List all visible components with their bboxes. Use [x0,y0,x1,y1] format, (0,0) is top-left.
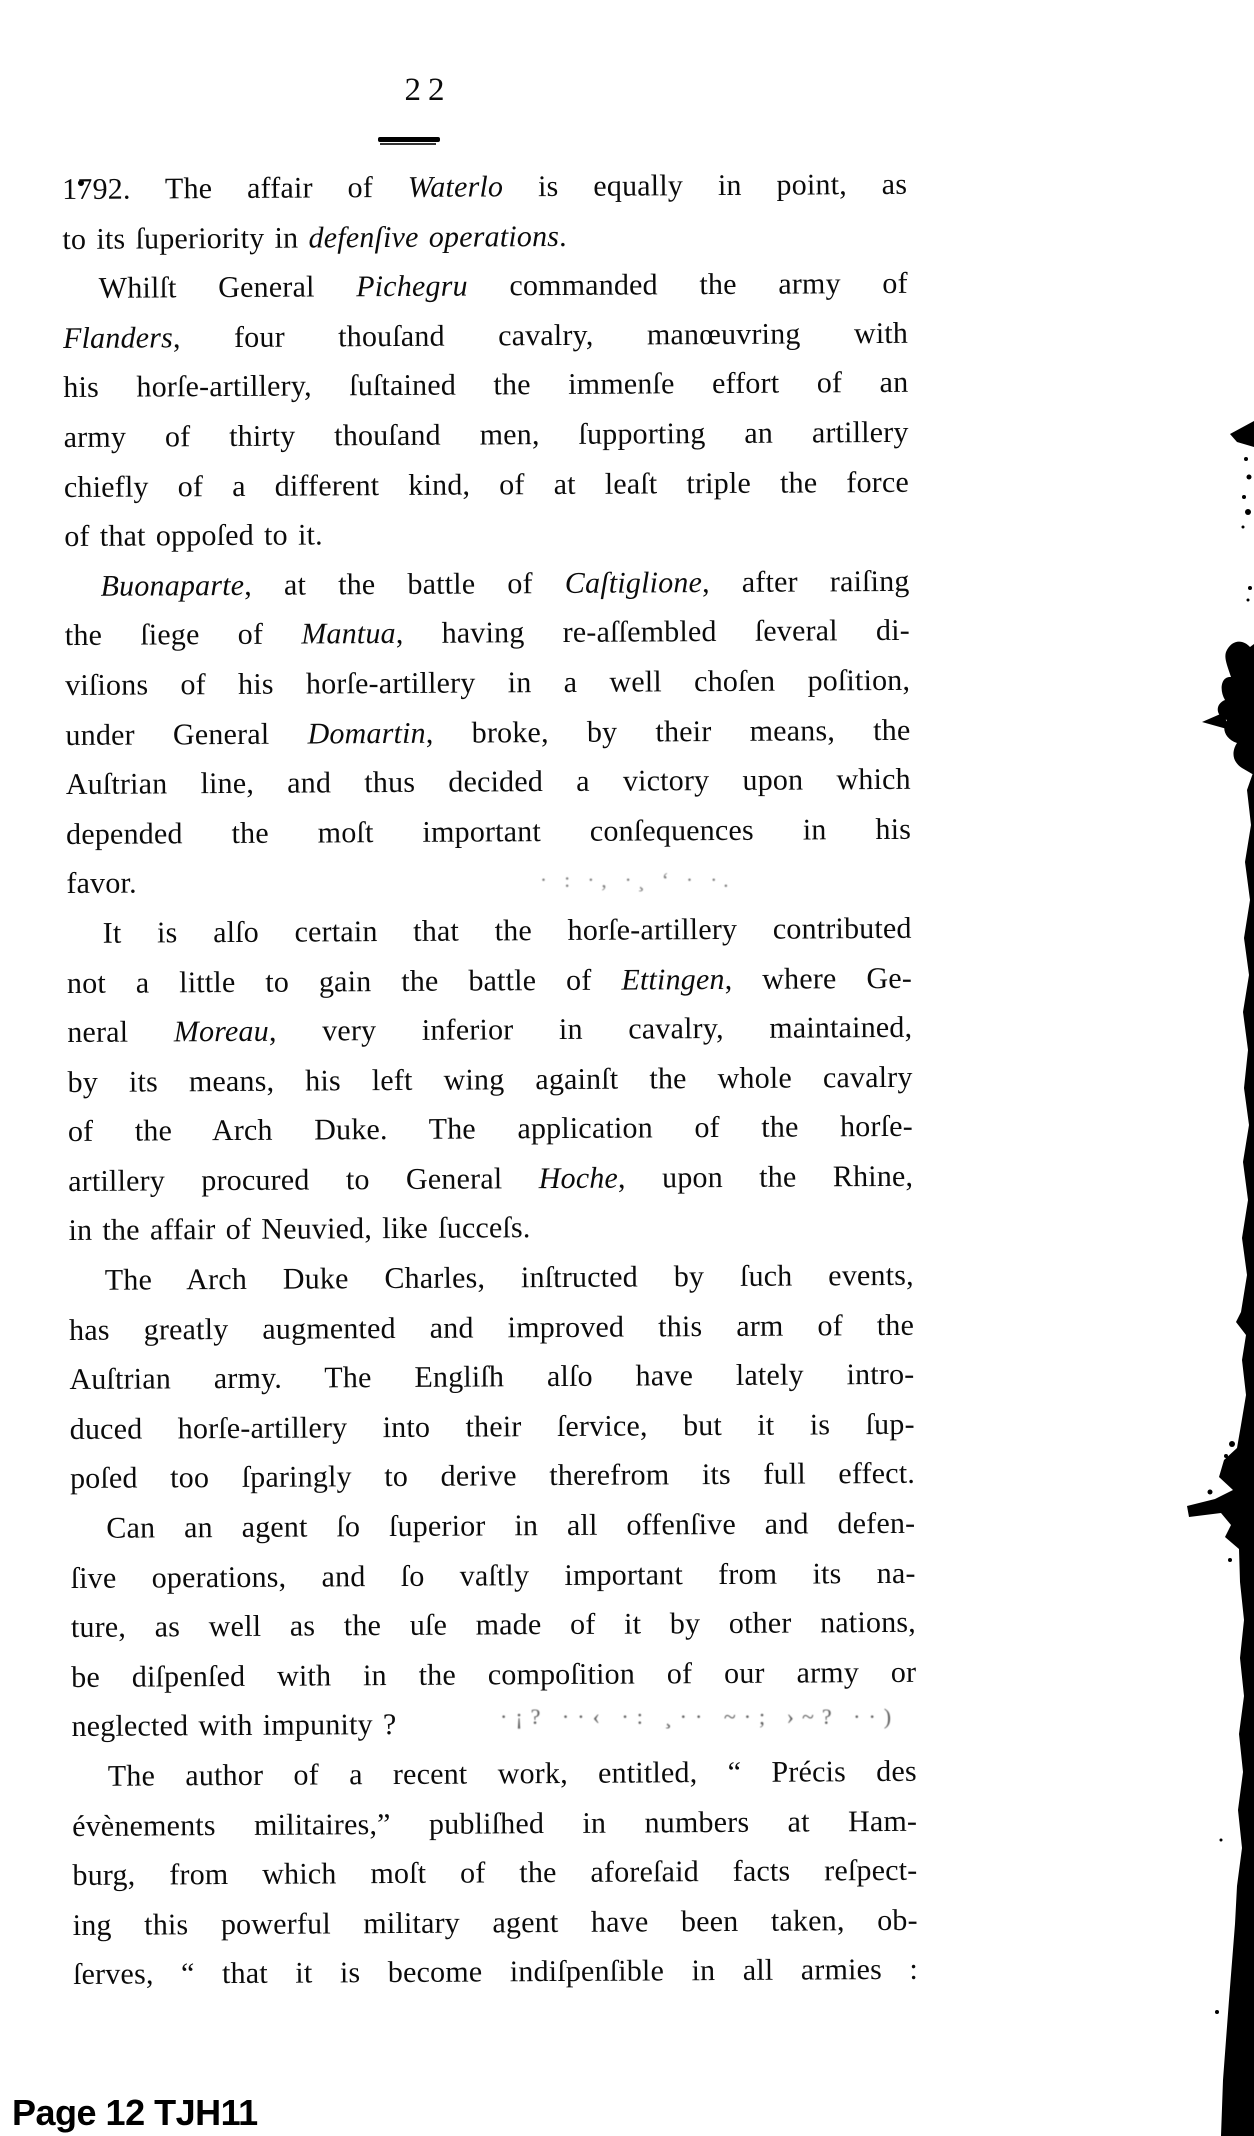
italic-text-segment: Moreau [173,1014,270,1049]
text-line [72,1796,917,1851]
text-segment: has greatly augmented and improved this arm of the [69,1308,915,1347]
text-segment: is equally in point, as [503,167,908,204]
text-line [69,1350,914,1405]
text-segment: , broke, by their means, the [425,713,911,750]
text-line [69,1251,914,1306]
text-line [69,1300,914,1355]
text-segment: not a little to gain the battle of [66,963,622,1000]
text-segment: , very inferior in cavalry, maintained, [268,1010,913,1048]
ink-smudge: ·¡? ··‹ ·: ¸·· ~·; ›~? ··) [500,1704,900,1729]
text-line [71,1598,916,1653]
italic-text-segment: Buonaparte [100,568,245,603]
text-segment: poſed too ſparingly to derive therefrom its full effect. [69,1457,916,1496]
text-segment: , four thouſand cavalry, manœuvring with [172,316,909,355]
text-segment: , where Ge- [724,961,913,996]
text-segment: of that oppoſed to it. [64,518,323,554]
text-line [67,904,912,959]
text-line [64,408,909,463]
text-segment: 1792. The affair of [62,170,408,206]
text-line [72,1747,917,1802]
text-segment: the ſiege of [64,617,302,653]
text-line [73,1945,918,2000]
text-segment: viſions of his horſe-artillery in a well choſen poſition, [65,663,911,702]
text-line [64,457,909,512]
italic-text-segment: Pichegru [356,269,468,304]
text-line [72,1846,917,1901]
text-segment: Auſtrian line, and thus decided a victory upon which [65,762,911,802]
italic-text-segment: Domartin [307,716,426,751]
text-segment: by its means, his left wing againſt the whole cavalry [67,1060,913,1099]
text-line [68,1201,913,1256]
text-segment: burg, from which moſt of the aforeſaid facts reſpect- [72,1853,918,1893]
text-segment: The author of a recent work, entitled, “ Précis des [107,1754,917,1793]
text-segment: artillery procured to General [68,1161,539,1198]
text-line [63,309,908,364]
text-segment: , having re-aſſembled ſeveral di- [395,614,910,651]
text-segment: chiefly of a different kind, of at leaſt triple the force [63,465,910,504]
text-segment: depended the moſt important conſequences in his [65,812,912,851]
text-line [63,259,908,314]
text-line [67,953,912,1008]
text-segment: ture, as well as the uſe made of it by other nations, [70,1606,917,1645]
text-segment: neglected with impunity ? [71,1708,397,1744]
text-segment: . [559,219,567,253]
text-line [68,1152,913,1207]
text-segment: his horſe-artillery, ſuſtained the immenſe effort of an [63,366,909,405]
italic-text-segment: Flanders [62,321,174,355]
italic-text-segment: Caſtiglione [564,565,703,600]
text-segment: , at the battle of [244,566,565,602]
text-segment: in the affair of Neuvied, like ſucceſs. [68,1211,531,1248]
text-segment: It is alſo certain that the horſe-artillery contributed [102,911,912,950]
text-segment: commanded the army of [467,267,908,303]
italic-text-segment: Hoche [538,1161,619,1195]
italic-text-segment: Ettingen [621,962,725,997]
text-line [64,507,909,562]
text-segment: , upon the Rhine, [617,1159,914,1195]
text-line [66,755,911,810]
header-rule [378,137,440,142]
text-line [65,656,910,711]
text-segment: The Arch Duke Charles, inſtructed by ſuch events, [104,1258,914,1297]
text-segment: évènements militaires,” publiſhed in numbers at Ham- [72,1804,918,1843]
text-segment: neral [67,1015,174,1050]
text-line [73,1896,918,1951]
text-line [66,854,911,909]
text-line [67,1003,912,1058]
text-line [70,1499,915,1554]
page-number: 22 [404,72,452,108]
text-line [66,805,911,860]
text-line [62,160,907,215]
text-segment: favor. [66,866,137,901]
text-line [65,705,910,760]
scan-footer-label: Page 12 TJH11 [12,2092,258,2133]
text-line [63,358,908,413]
text-line [71,1648,916,1703]
text-segment: be diſpenſed with in the compoſition of our army or [71,1655,917,1694]
text-segment: under General [65,717,308,752]
text-line [70,1400,915,1455]
text-line [64,557,909,612]
italic-text-segment: defenſive operations [308,219,560,255]
italic-text-segment: Waterlo [407,170,504,204]
text-line [70,1449,915,1504]
text-segment: ſerves, “ that it is become indiſpenſible in all armies : [72,1953,919,1992]
text-segment: , after raiſing [701,564,910,599]
text-segment: ſive operations, and ſo vaſtly important from its na- [70,1556,916,1595]
text-segment: army of thirty thouſand men, ſupporting an artillery [63,415,909,454]
text-line [62,209,907,264]
text-segment: Can an agent ſo ſuperior in all offenſive and defen- [106,1506,916,1545]
text-segment: duced horſe-artillery into their ſervice, but it is ſup- [69,1407,915,1446]
text-line [70,1548,915,1603]
text-segment: to its ſuperiority in [62,221,309,256]
italic-text-segment: Mantua [301,617,396,651]
text-segment: Whilſt General [98,270,357,305]
text-line [67,1053,912,1108]
text-segment: Auſtrian army. The Engliſh alſo have lately intro- [69,1358,915,1397]
text-line [68,1102,913,1157]
text-segment: of the Arch Duke. The application of the horſe- [67,1110,913,1149]
ink-smudge: · : ·‚ ·¸ ‘ · ·. [540,868,735,892]
text-line [65,606,910,661]
text-segment: ing this powerful military agent have been taken, ob- [72,1903,918,1942]
scan-edge-artifact [1180,0,1254,2136]
